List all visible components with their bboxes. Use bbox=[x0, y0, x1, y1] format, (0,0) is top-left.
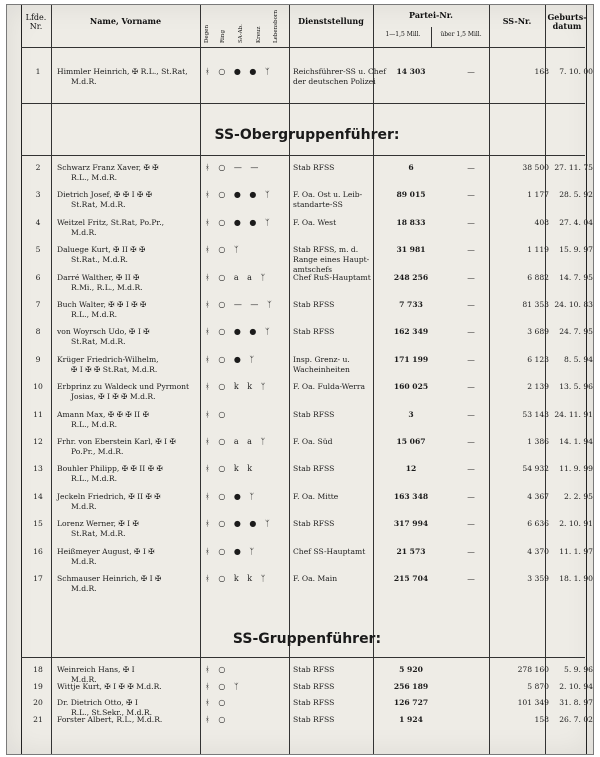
row-rank: Stab RFSS bbox=[293, 464, 335, 474]
header-kreuz: Kreuz bbox=[256, 26, 262, 43]
row-name-line2: M.d.R. bbox=[71, 77, 97, 86]
row-rank: Stab RFSS bbox=[293, 300, 335, 309]
row-symbols: ᚼ ○ k k ᛉ bbox=[205, 382, 269, 392]
row-dob: 5. 9. 96 bbox=[564, 665, 593, 674]
header-ss: SS-Nr. bbox=[502, 16, 532, 26]
row-party-b: — bbox=[467, 272, 475, 282]
row-symbols: ᚼ ○ ᛉ bbox=[205, 681, 242, 691]
row-rank-line2: Wacheinheiten bbox=[293, 364, 350, 374]
row-rank-line2: Range eines Haupt- bbox=[293, 255, 370, 265]
row-party: 5 920 bbox=[399, 665, 423, 674]
row-dob: 2. 10. 91 bbox=[559, 519, 593, 529]
row-dob: 13. 5. 96 bbox=[559, 382, 593, 392]
row-ss: 3 689 bbox=[527, 327, 549, 337]
section-title-obergruppe: SS-Obergruppenführer: bbox=[214, 127, 400, 143]
row-symbols: ᚼ ○ bbox=[205, 714, 229, 724]
row-ss: 6 882 bbox=[527, 272, 549, 282]
row-rank: Stab RFSS bbox=[293, 698, 335, 707]
row-rank: Chef RuS-Hauptamt bbox=[293, 272, 371, 282]
row-party-b: — bbox=[467, 190, 475, 200]
row-party: 1 924 bbox=[399, 714, 423, 724]
row-name: Dr. Dietrich Otto, ✠ I bbox=[57, 698, 138, 707]
row-nr: 11 bbox=[33, 409, 43, 419]
row-ss: 1 386 bbox=[527, 437, 549, 446]
row-ss: 81 353 bbox=[522, 300, 549, 309]
row-symbols: ᚼ ○ ● ᛉ bbox=[205, 354, 258, 364]
row-name: Himmler Heinrich, ✠ R.L., St.Rat, bbox=[57, 67, 188, 76]
row-party-b: — bbox=[467, 163, 475, 172]
row-name-line2: M.d.R. bbox=[71, 501, 97, 511]
row-nr: 7 bbox=[35, 300, 41, 309]
row-party: 171 199 bbox=[393, 354, 429, 364]
row-rank: Stab RFSS bbox=[293, 409, 335, 419]
row-rank: Stab RFSS bbox=[293, 327, 335, 337]
row-ss: 158 bbox=[534, 714, 549, 724]
section-rule bbox=[21, 657, 585, 658]
row-party: 162 349 bbox=[393, 327, 429, 337]
row-rank: F. Oa. Fulda-Werra bbox=[293, 382, 366, 392]
header-sa: SA-Ab. bbox=[238, 24, 244, 43]
row-name-line2: R.Mi., R.L., M.d.R. bbox=[71, 282, 143, 292]
row-party-b: — bbox=[467, 437, 475, 446]
row-symbols: ᚼ ○ a a ᛉ bbox=[205, 272, 269, 282]
row-nr: 15 bbox=[33, 519, 43, 529]
row-ss: 278 160 bbox=[517, 665, 549, 674]
row-name: Daluege Kurt, ✠ II ✠ ✠ bbox=[57, 245, 146, 255]
row-name: Forster Albert, R.L., M.d.R. bbox=[57, 714, 163, 724]
row-ss: 1 119 bbox=[527, 245, 549, 255]
row-party: 163 348 bbox=[393, 491, 429, 501]
row-rank: Stab RFSS bbox=[293, 163, 335, 172]
row-ss: 3 359 bbox=[527, 574, 549, 583]
row-symbols: ᚼ ○ k k ᛉ bbox=[205, 574, 269, 583]
row-nr: 20 bbox=[33, 698, 43, 707]
header-dienst: Dienststellung bbox=[298, 16, 364, 26]
row-dob: 27. 4. 04 bbox=[559, 217, 593, 227]
row-nr: 18 bbox=[33, 665, 43, 674]
row-ss: 168 bbox=[534, 67, 549, 76]
row-rank: Chef SS-Hauptamt bbox=[293, 546, 366, 556]
row-nr: 6 bbox=[35, 272, 41, 282]
row-party-b: — bbox=[467, 354, 475, 364]
row-name-line2: M.d.R. bbox=[71, 584, 97, 593]
row-party-b: — bbox=[467, 382, 475, 392]
row-party: 15 067 bbox=[396, 437, 426, 446]
row-party: 89 015 bbox=[396, 190, 426, 200]
row-symbols: ᚼ ○ bbox=[205, 409, 229, 419]
row-party: 126 727 bbox=[393, 698, 429, 707]
row-nr: 16 bbox=[33, 546, 43, 556]
row-symbols: ᚼ ○ ● ● ᛉ bbox=[205, 519, 273, 529]
row-name-line2: St.Rat, M.d.R. bbox=[71, 200, 126, 210]
row-dob: 2. 10. 94 bbox=[559, 681, 593, 691]
header-partei-a: 1—1,5 Mill. bbox=[385, 31, 421, 38]
row-rank: Insp. Grenz- u. bbox=[293, 354, 350, 364]
row-rank-line3: amtschefs bbox=[293, 265, 333, 275]
row-name: Amann Max, ✠ ✠ ✠ II ✠ bbox=[57, 409, 149, 419]
row-symbols: ᚼ ○ bbox=[205, 698, 229, 707]
row-name-line2: Po.Pr., M.d.R. bbox=[71, 447, 124, 456]
row-ss: 6 123 bbox=[527, 354, 549, 364]
row-rank: F. Oa. West bbox=[293, 217, 337, 227]
section-title-gruppe: SS-Gruppenführer: bbox=[232, 631, 382, 647]
row-name-line2: M.d.R. bbox=[71, 675, 97, 684]
row-dob: 24. 7. 95 bbox=[559, 327, 593, 337]
row-name-line2: St.Rat, M.d.R. bbox=[71, 529, 126, 539]
row-nr: 21 bbox=[33, 714, 43, 724]
header-nr: Lfde. Nr. bbox=[25, 13, 47, 31]
row-name-line2: R.L., M.d.R. bbox=[71, 474, 118, 484]
row-ss: 4 370 bbox=[527, 546, 549, 556]
row-rank: F. Oa. Mitte bbox=[293, 491, 339, 501]
row-name: Darré Walther, ✠ II ✠ bbox=[57, 272, 140, 282]
row-party: 160 025 bbox=[393, 382, 429, 392]
row-name-line2: Josias, ✠ I ✠ ✠ M.d.R. bbox=[71, 392, 156, 402]
row-party: 248 256 bbox=[393, 272, 429, 282]
row-dob: 14. 1. 94 bbox=[559, 437, 593, 446]
row-nr: 5 bbox=[35, 245, 41, 255]
row-ss: 38 500 bbox=[522, 163, 549, 172]
header-degen: Degen bbox=[204, 25, 210, 43]
row-dob: 28. 5. 92 bbox=[559, 190, 593, 200]
row-rank: F. Oa. Main bbox=[293, 574, 338, 583]
row-symbols: ᚼ ○ k k bbox=[205, 464, 256, 474]
row-name-line2: R.L., M.d.R. bbox=[71, 310, 118, 319]
row-name: Erbprinz zu Waldeck und Pyrmont bbox=[57, 382, 190, 392]
row-name: Dietrich Josef, ✠ ✠ I ✠ ✠ bbox=[57, 190, 153, 200]
header-dob: Geburts-datum bbox=[547, 12, 587, 31]
row-dob: 14. 7. 95 bbox=[559, 272, 593, 282]
row-party-b: — bbox=[467, 245, 475, 255]
row-rule bbox=[21, 103, 585, 104]
row-symbols: ᚼ ○ — — ᛉ bbox=[205, 300, 275, 309]
row-name-line2: St.Rat., M.d.R. bbox=[71, 255, 128, 265]
row-dob: 15. 9. 97 bbox=[559, 245, 593, 255]
row-nr: 10 bbox=[33, 382, 43, 392]
row-party: 7 733 bbox=[399, 300, 423, 309]
header-name: Name, Vorname bbox=[89, 16, 162, 26]
row-rank: Stab RFSS bbox=[293, 681, 335, 691]
row-party-b: — bbox=[467, 574, 475, 583]
row-party-b: — bbox=[467, 519, 475, 529]
row-nr: 1 bbox=[35, 67, 41, 76]
row-nr: 4 bbox=[35, 217, 41, 227]
row-name: von Woyrsch Udo, ✠ I ✠ bbox=[57, 327, 150, 337]
header-partei: Partei-Nr. bbox=[409, 10, 453, 20]
section-rule bbox=[21, 155, 585, 156]
row-dob: 18. 1. 90 bbox=[559, 574, 593, 583]
row-name: Weinreich Hans, ✠ I bbox=[57, 665, 135, 674]
row-dob: 31. 8. 97 bbox=[559, 698, 593, 707]
row-name-line2: M.d.R. bbox=[71, 556, 97, 566]
row-dob: 26. 7. 02 bbox=[559, 714, 593, 724]
header-ring: Ring bbox=[220, 30, 226, 43]
row-name: Buch Walter, ✠ ✠ I ✠ ✠ bbox=[57, 300, 147, 309]
column-divider bbox=[431, 27, 432, 47]
row-ss: 5 870 bbox=[527, 681, 549, 691]
row-party: 18 833 bbox=[396, 217, 426, 227]
row-nr: 13 bbox=[33, 464, 43, 474]
row-symbols: ᚼ ○ a a ᛉ bbox=[205, 437, 269, 446]
row-ss: 408 bbox=[534, 217, 549, 227]
header-lebensborn: Lebensborn bbox=[273, 9, 279, 43]
row-name-line2: R.L., M.d.R. bbox=[71, 419, 118, 429]
row-symbols: ᚼ ○ ● ᛉ bbox=[205, 491, 258, 501]
row-name-line2: R.L., M.d.R. bbox=[71, 173, 118, 182]
row-name: Lorenz Werner, ✠ I ✠ bbox=[57, 519, 139, 529]
row-name: Bouhler Philipp, ✠ ✠ II ✠ ✠ bbox=[57, 464, 163, 474]
row-symbols: ᚼ ○ — — bbox=[205, 163, 262, 172]
row-dob: 11. 9. 99 bbox=[559, 464, 593, 474]
row-party-b: — bbox=[467, 409, 475, 419]
row-name: Wittje Kurt, ✠ I ✠ ✠ M.d.R. bbox=[57, 681, 162, 691]
row-rank: Reichsführer-SS u. Chef bbox=[293, 67, 387, 76]
row-rank: F. Oa. Süd bbox=[293, 437, 333, 446]
row-name: Frhr. von Eberstein Karl, ✠ I ✠ bbox=[57, 437, 176, 446]
row-ss: 4 367 bbox=[527, 491, 549, 501]
row-party-b: — bbox=[467, 217, 475, 227]
row-symbols: ᚼ ○ ● ● ᛉ bbox=[205, 327, 273, 337]
row-party: 256 189 bbox=[393, 681, 429, 691]
row-rank: Stab RFSS, m. d. bbox=[293, 245, 359, 255]
row-symbols: ᚼ ○ ● ᛉ bbox=[205, 546, 258, 556]
row-party: 14 303 bbox=[396, 67, 426, 76]
row-symbols: ᚼ ○ ᛉ bbox=[205, 245, 242, 255]
row-dob: 27. 11. 75 bbox=[554, 163, 593, 172]
row-ss: 2 139 bbox=[527, 382, 549, 392]
row-nr: 3 bbox=[35, 190, 41, 200]
header-partei-b: über 1,5 Mill. bbox=[440, 31, 482, 38]
row-rank: Stab RFSS bbox=[293, 665, 335, 674]
row-name: Jeckeln Friedrich, ✠ II ✠ ✠ bbox=[57, 491, 161, 501]
row-symbols: ᚼ ○ ● ● ᛉ bbox=[205, 217, 273, 227]
row-party: 21 573 bbox=[396, 546, 426, 556]
row-ss: 53 143 bbox=[522, 409, 549, 419]
row-nr: 9 bbox=[35, 354, 41, 364]
row-party-b: — bbox=[467, 67, 475, 76]
row-party-b: — bbox=[467, 327, 475, 337]
row-party-b: — bbox=[467, 491, 475, 501]
row-nr: 2 bbox=[35, 163, 41, 172]
row-party: 31 981 bbox=[396, 245, 426, 255]
row-party: 3 bbox=[408, 409, 414, 419]
row-dob: 8. 5. 94 bbox=[564, 354, 593, 364]
row-symbols: ᚼ ○ ● ● ᛉ bbox=[205, 190, 273, 200]
row-name-line2: R.L., St.Sekr., M.d.R. bbox=[71, 708, 153, 717]
row-ss: 1 177 bbox=[527, 190, 549, 200]
row-rank: Stab RFSS bbox=[293, 714, 335, 724]
row-nr: 19 bbox=[33, 681, 43, 691]
row-name-line2: ✠ I ✠ ✠ St.Rat, M.d.R. bbox=[71, 364, 158, 374]
row-nr: 17 bbox=[33, 574, 43, 583]
row-party: 317 994 bbox=[393, 519, 429, 529]
row-rank-line2: der deutschen Polizei bbox=[293, 77, 376, 86]
document-page bbox=[6, 4, 594, 755]
row-nr: 8 bbox=[35, 327, 41, 337]
row-name: Weitzel Fritz, St.Rat, Po.Pr., bbox=[57, 217, 165, 227]
row-nr: 14 bbox=[33, 491, 43, 501]
row-dob: 7. 10. 00 bbox=[559, 67, 593, 76]
row-nr: 12 bbox=[33, 437, 43, 446]
row-rank-line2: standarte-SS bbox=[293, 200, 343, 210]
row-dob: 11. 1. 97 bbox=[559, 546, 593, 556]
row-symbols: ᚼ ○ ● ● ᛉ bbox=[205, 67, 273, 76]
row-dob: 24. 10. 83 bbox=[554, 300, 593, 309]
row-dob: 24. 11. 91 bbox=[554, 409, 593, 419]
row-rank: F. Oa. Ost u. Leib- bbox=[293, 190, 363, 200]
row-party-b: — bbox=[467, 546, 475, 556]
row-name: Schmauser Heinrich, ✠ I ✠ bbox=[57, 574, 162, 583]
header-rule bbox=[21, 47, 585, 48]
row-name: Schwarz Franz Xaver, ✠ ✠ bbox=[57, 163, 159, 172]
row-ss: 101 349 bbox=[517, 698, 549, 707]
row-party-b: — bbox=[467, 464, 475, 474]
row-name-line2: M.d.R. bbox=[71, 227, 97, 237]
row-party-b: — bbox=[467, 300, 475, 309]
row-name: Heißmeyer August, ✠ I ✠ bbox=[57, 546, 155, 556]
row-ss: 54 932 bbox=[522, 464, 549, 474]
row-dob: 2. 2. 95 bbox=[564, 491, 593, 501]
row-party: 12 bbox=[405, 464, 417, 474]
row-ss: 6 636 bbox=[527, 519, 549, 529]
row-name: Krüger Friedrich-Wilhelm, bbox=[57, 354, 159, 364]
row-party: 6 bbox=[408, 163, 414, 172]
row-rank: Stab RFSS bbox=[293, 519, 335, 529]
row-party: 215 704 bbox=[393, 574, 429, 583]
row-symbols: ᚼ ○ bbox=[205, 665, 229, 674]
row-name-line2: St.Rat, M.d.R. bbox=[71, 337, 126, 347]
